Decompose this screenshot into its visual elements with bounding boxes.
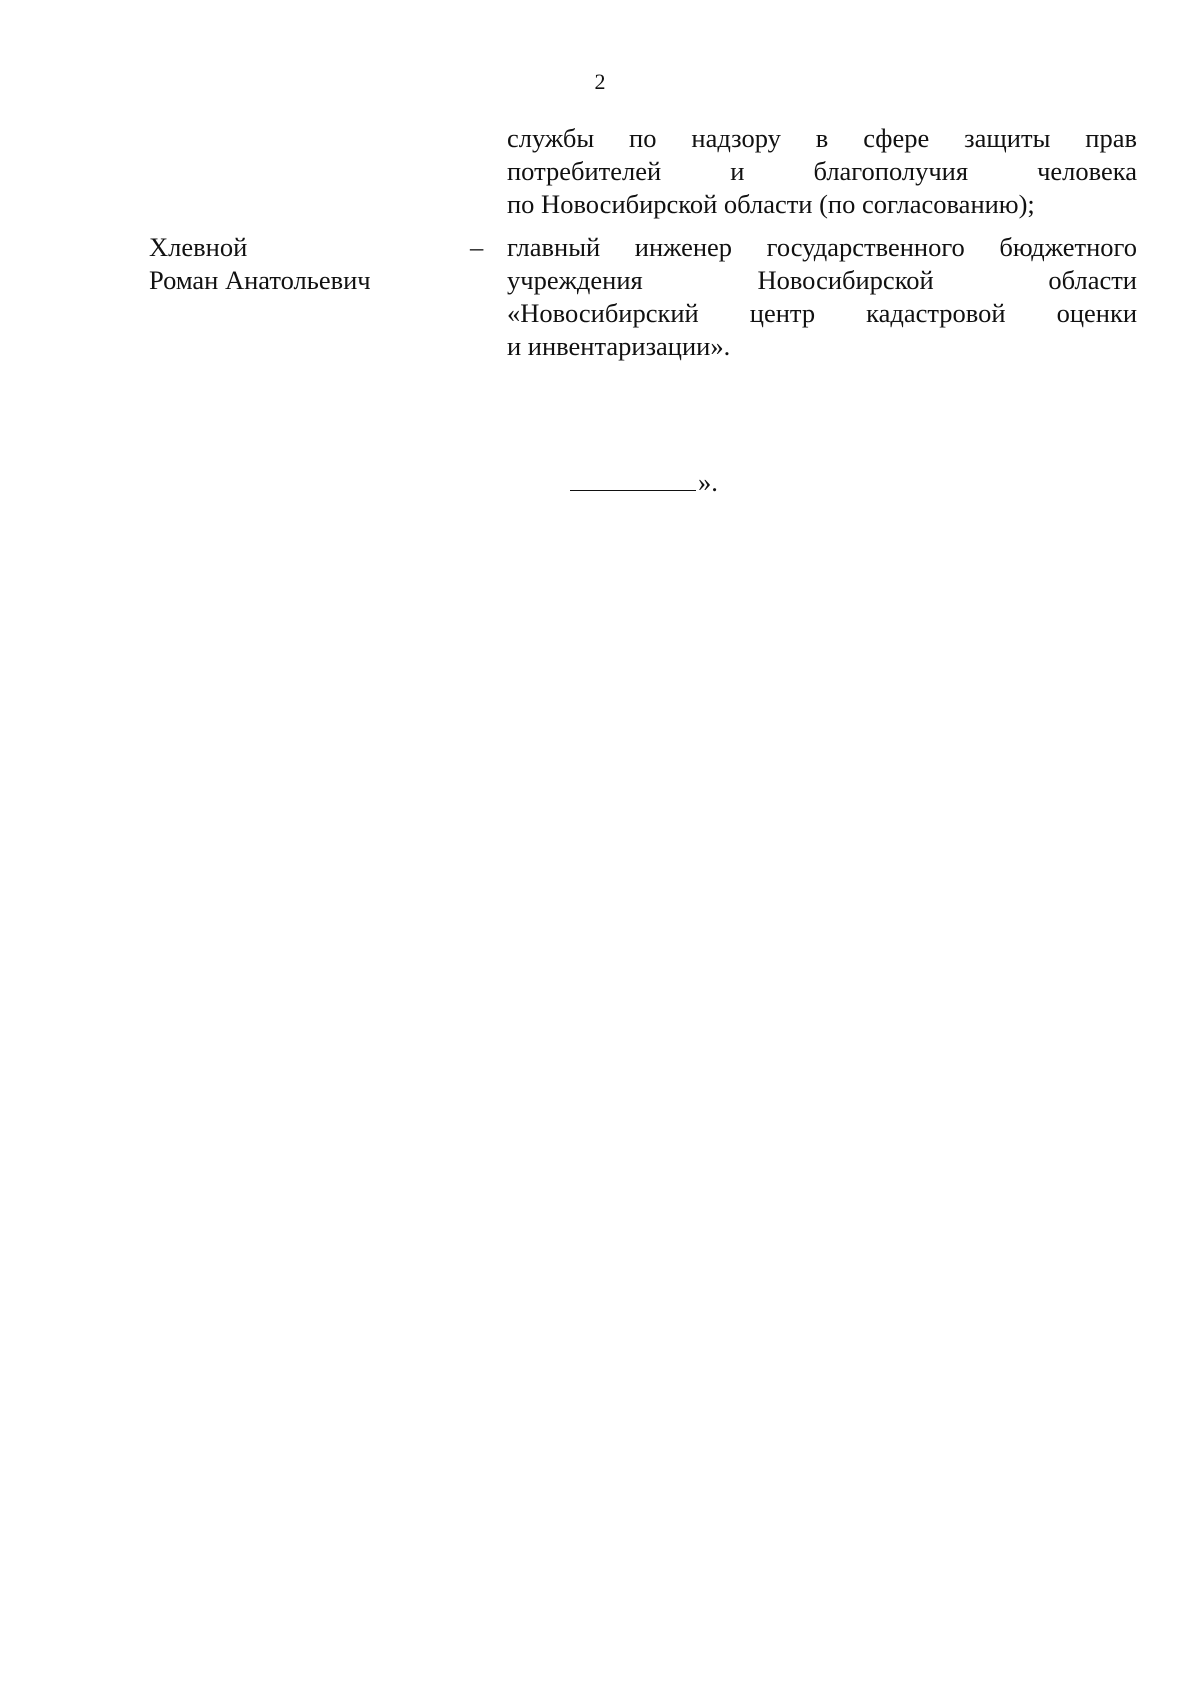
- member-given-names: Роман Анатольевич: [149, 265, 371, 295]
- continuation-line: потребителей и благополучия человека: [507, 156, 1137, 186]
- member-position-line: учреждения Новосибирской области: [507, 265, 1137, 295]
- continuation-text: [507, 122, 1137, 221]
- member-dash: –: [470, 232, 484, 262]
- member-surname: Хлевной: [149, 232, 248, 262]
- member-position: [507, 231, 1137, 363]
- member-position-line: «Новосибирский центр кадастровой оценки: [507, 298, 1137, 328]
- signature-blank-line: [570, 466, 696, 491]
- closing-mark: ».: [698, 467, 718, 497]
- continuation-line: по Новосибирской области (по согласованию);: [507, 189, 1035, 219]
- page-number: 2: [594, 69, 606, 94]
- member-position-line: главный инженер государственного бюджетного: [507, 232, 1137, 262]
- member-name: [149, 231, 371, 297]
- continuation-line: службы по надзору в сфере защиты прав: [507, 123, 1137, 153]
- closing-line: [570, 466, 718, 499]
- member-position-line: и инвентаризации».: [507, 331, 731, 361]
